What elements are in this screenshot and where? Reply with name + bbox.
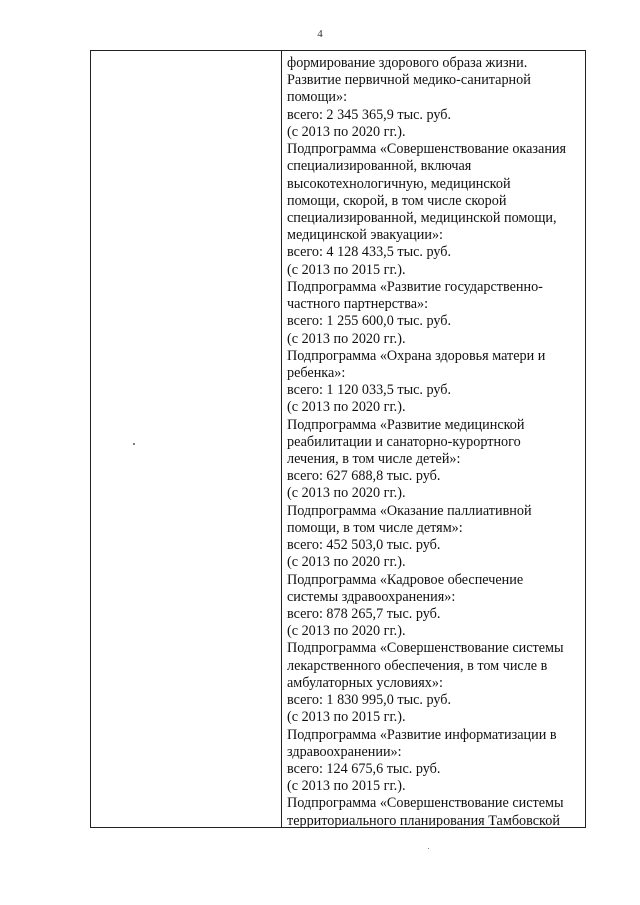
text-line: реабилитации и санаторно-курортного — [287, 433, 521, 450]
text-line: специализированной, медицинской помощи, — [287, 209, 557, 226]
text-line: всего: 2 345 365,9 тыс. руб. — [287, 106, 452, 123]
text-line: высокотехнологичную, медицинской — [287, 175, 511, 192]
text-line: частного партнерства»: — [287, 296, 429, 313]
text-line: Подпрограмма «Оказание паллиативной — [287, 502, 532, 519]
scan-speck — [133, 443, 135, 445]
text-line: (с 2013 по 2015 гг.). — [287, 709, 406, 726]
text-line: (с 2013 по 2015 гг.). — [287, 778, 406, 795]
text-line: территориального планирования Тамбовской — [287, 812, 560, 827]
text-line: помощи, в том числе детям»: — [287, 519, 463, 536]
text-line: Подпрограмма «Кадровое обеспечение — [287, 571, 524, 588]
text-line: всего: 878 265,7 тыс. руб. — [287, 606, 441, 622]
text-line: (с 2013 по 2020 гг.). — [287, 123, 406, 140]
text-line: (с 2013 по 2015 гг.). — [287, 261, 406, 278]
text-line: Развитие первичной медико-санитарной — [287, 72, 531, 89]
text-line: ребенка»: — [287, 364, 346, 381]
table-right-cell — [282, 51, 585, 827]
text-line: лекарственного обеспечения, в том числе в — [287, 657, 548, 674]
text-line: всего: 4 128 433,5 тыс. руб. — [287, 244, 452, 261]
text-line: медицинской эвакуации»: — [287, 227, 443, 244]
scan-speck — [428, 848, 429, 849]
page-number: 4 — [317, 28, 323, 40]
text-line: всего: 124 675,6 тыс. руб. — [287, 760, 441, 777]
text-line: (с 2013 по 2020 гг.). — [287, 399, 406, 416]
text-line: всего: 627 688,8 тыс. руб. — [287, 468, 441, 485]
text-line: лечения, в том числе детей»: — [287, 451, 461, 468]
text-line: помощи»: — [287, 89, 348, 106]
text-line: (с 2013 по 2020 гг.). — [287, 485, 406, 502]
text-line: амбулаторных условиях»: — [287, 674, 443, 691]
table-left-cell — [91, 51, 282, 827]
text-line: формирование здорового образа жизни. — [287, 55, 528, 71]
text-line: (с 2013 по 2020 гг.). — [287, 623, 406, 640]
text-line: Подпрограмма «Развитие информатизации в — [287, 726, 557, 743]
text-line: Подпрограмма «Совершенствование оказания — [287, 141, 567, 158]
text-line: Подпрограмма «Развитие медицинской — [287, 416, 525, 433]
text-line: Подпрограмма «Развитие государственно- — [287, 278, 543, 295]
text-line: Подпрограмма «Охрана здоровья матери и — [287, 347, 546, 364]
text-line: помощи, скорой, в том числе скорой — [287, 192, 507, 209]
document-table — [90, 50, 586, 828]
text-line: всего: 1 255 600,0 тыс. руб. — [287, 313, 452, 330]
text-line: (с 2013 по 2020 гг.). — [287, 330, 406, 347]
text-line: системы здравоохранения»: — [287, 588, 456, 605]
text-line: Подпрограмма «Совершенствование системы — [287, 640, 564, 657]
text-line: всего: 452 503,0 тыс. руб. — [287, 537, 441, 554]
text-line: Подпрограмма «Совершенствование системы — [287, 795, 564, 812]
text-line: (с 2013 по 2020 гг.). — [287, 554, 406, 571]
text-line: всего: 1 120 033,5 тыс. руб. — [287, 382, 452, 399]
text-line: всего: 1 830 995,0 тыс. руб. — [287, 692, 452, 709]
text-line: здравоохранении»: — [287, 743, 402, 760]
text-line: специализированной, включая — [287, 158, 472, 175]
